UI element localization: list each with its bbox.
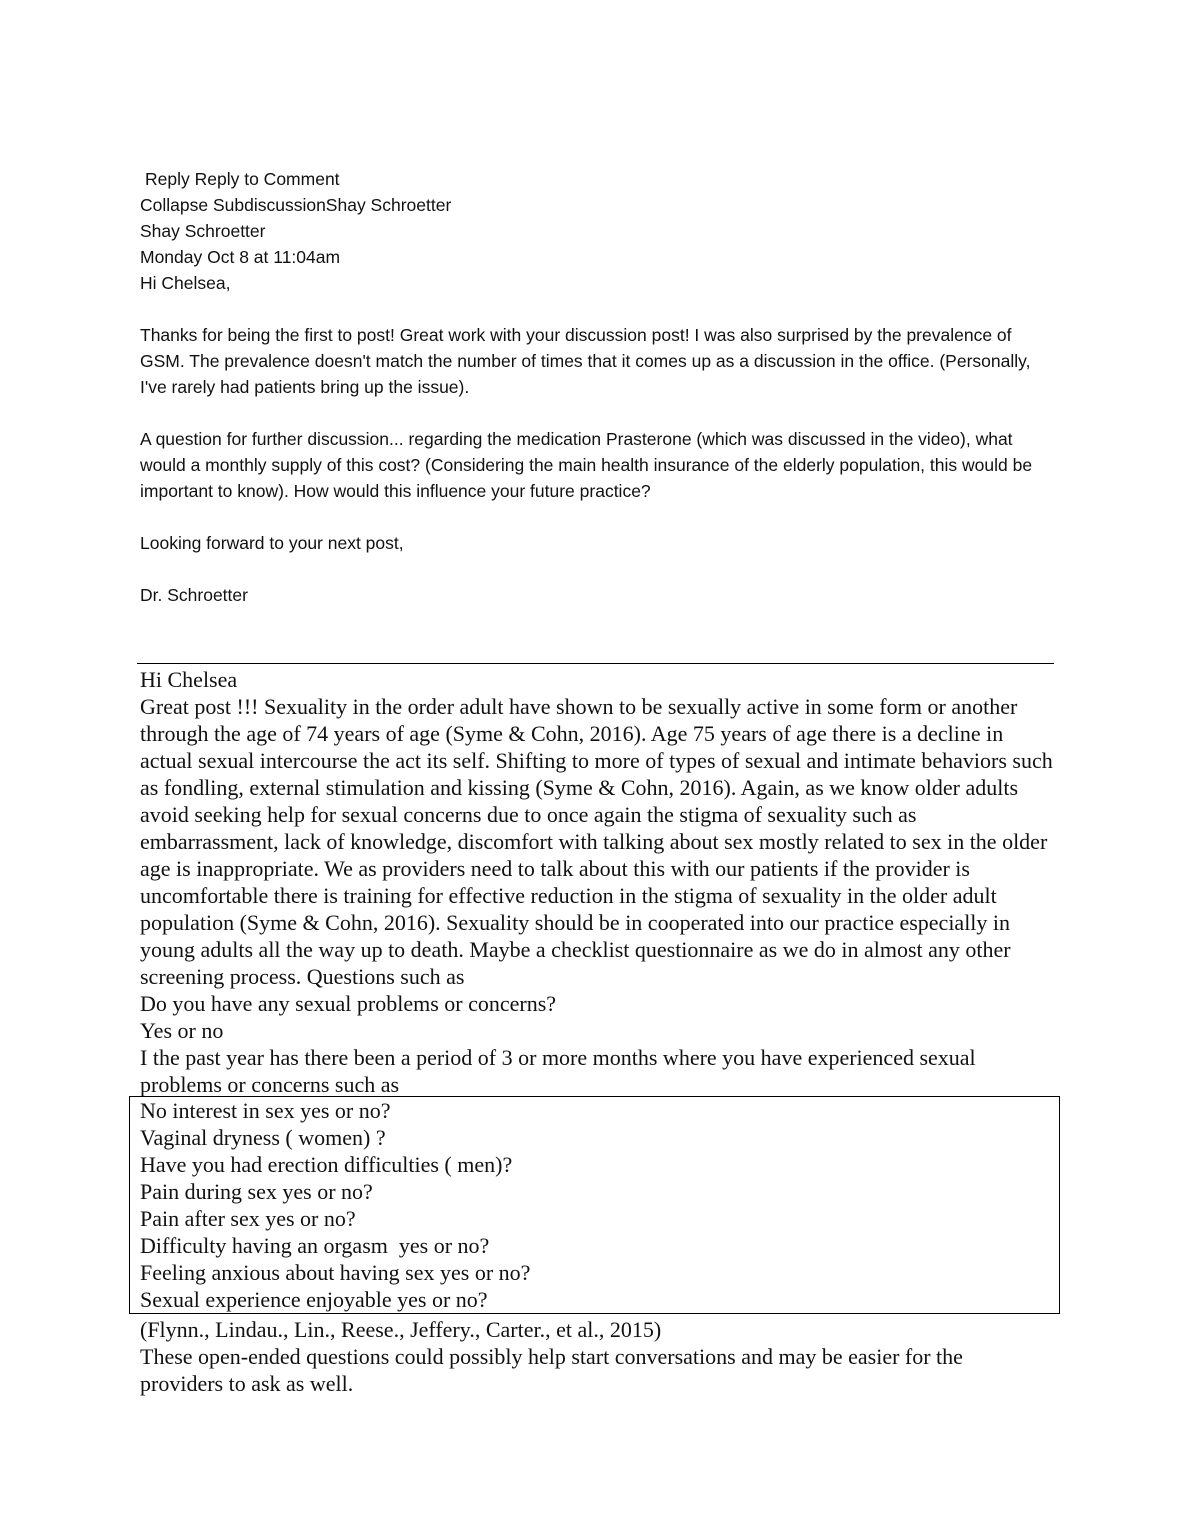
reply-to-comment-link[interactable]: Reply to Comment <box>194 169 340 189</box>
screening-question-1: Do you have any sexual problems or concerns? <box>140 991 557 1016</box>
citation: (Flynn., Lindau., Lin., Reese., Jeffery., Carter., et al., 2015) <box>140 1317 662 1342</box>
student-response <box>140 666 1060 1098</box>
reply-link[interactable]: Reply <box>145 169 190 189</box>
screening-checklist-table <box>129 1096 1060 1314</box>
comment-paragraph: Thanks for being the first to post! Great work with your discussion post! I was also surprised by the prevalence of GSM. The prevalence doesn't match the number of times that it comes up as a discussion in the office. (Personally, I've rarely had patients bring up the issue). <box>140 325 1031 397</box>
checklist-item: Pain during sex yes or no? <box>140 1179 373 1204</box>
comment-greeting: Hi Chelsea, <box>140 273 231 293</box>
comment-signature: Dr. Schroetter <box>140 585 248 605</box>
checklist-item: Sexual experience enjoyable yes or no? <box>140 1287 488 1312</box>
checklist-item: Pain after sex yes or no? <box>140 1206 356 1231</box>
response-greeting: Hi Chelsea <box>140 667 238 692</box>
response-closing <box>140 1316 1040 1397</box>
screening-answer-1: Yes or no <box>140 1018 224 1043</box>
reply-actions <box>145 166 1060 192</box>
screening-question-2: I the past year has there been a period of 3 or more months where you have experienced sexual problems or concerns such as <box>140 1045 976 1097</box>
closing-paragraph: These open-ended questions could possibly help start conversations and may be easier for the providers to ask as well. <box>140 1344 963 1396</box>
section-divider <box>137 663 1054 664</box>
checklist-item: Have you had erection difficulties ( men)? <box>140 1152 513 1177</box>
checklist-item: Difficulty having an orgasm yes or no? <box>140 1233 490 1258</box>
checklist-item: Vaginal dryness ( women) ? <box>140 1125 386 1150</box>
collapse-subdiscussion-link[interactable]: Collapse SubdiscussionShay Schroetter <box>140 195 452 215</box>
comment-paragraph: Looking forward to your next post, <box>140 533 404 553</box>
checklist-item: Feeling anxious about having sex yes or no? <box>140 1260 531 1285</box>
comment-paragraph: A question for further discussion... regarding the medication Prasterone (which was discussed in the video), what would a monthly supply of this cost? (Considering the main health insurance of the elderly population, this would be important to know). How would this influence your future practice? <box>140 429 1033 501</box>
comment-timestamp: Monday Oct 8 at 11:04am <box>140 247 341 267</box>
checklist-item: No interest in sex yes or no? <box>140 1098 391 1123</box>
instructor-comment <box>140 166 1060 634</box>
response-body: Great post !!! Sexuality in the order adult have shown to be sexually active in some form or another through the age of 74 years of age (Syme & Cohn, 2016). Age 75 years of age there is a decline in actual sexual intercourse the act its self. Shifting to more of types of sexual and intimate behaviors such as fondling, external stimulation and kissing (Syme & Cohn, 2016). Again, as we know older adults avoid seeking help for sexual concerns due to once again the stigma of sexuality such as embarrassment, lack of knowledge, discomfort with talking about sex mostly related to sex in the older age is inappropriate. We as providers need to talk about this with our patients if the provider is uncomfortable there is training for effective reduction in the stigma of sexuality in the older adult population (Syme & Cohn, 2016). Sexuality should be in cooperated into our practice especially in young adults all the way up to death. Maybe a checklist questionnaire as we do in almost any other screening process. Questions such as <box>140 694 1053 989</box>
comment-author: Shay Schroetter <box>140 221 266 241</box>
